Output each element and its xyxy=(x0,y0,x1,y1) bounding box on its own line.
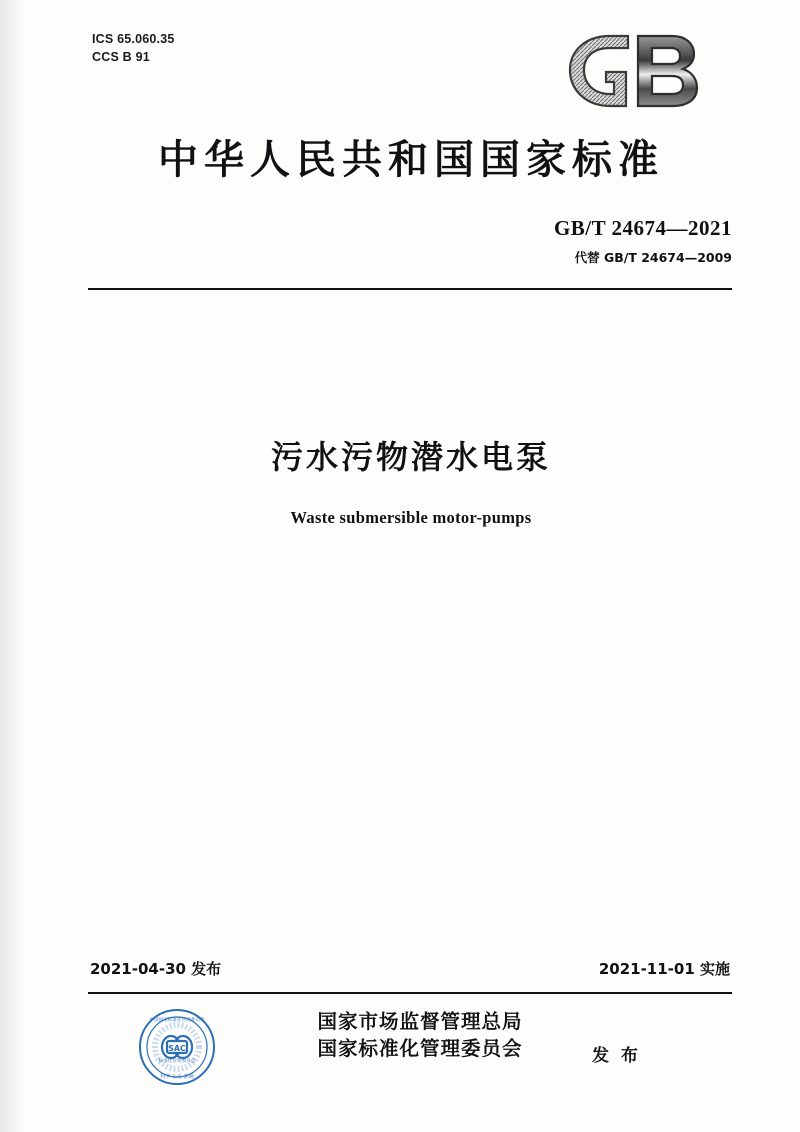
publisher-line-1: 国家市场监督管理总局 xyxy=(317,1010,523,1033)
issue-date: 2021-04-30 发布 xyxy=(90,960,222,978)
national-standard-title: 中华人民共和国国家标准 xyxy=(158,137,664,183)
svg-text:标准化管理委员会: 标准化管理委员会 xyxy=(158,1059,196,1064)
svg-text:科学 公正 准确: 科学 公正 准确 xyxy=(160,1074,194,1080)
classification-block xyxy=(92,30,175,66)
sac-emblem-icon xyxy=(138,1008,216,1086)
document-title-chinese: 污水污物潜水电泵 xyxy=(270,438,551,476)
svg-text:SAC: SAC xyxy=(168,1044,186,1053)
header-divider xyxy=(88,288,732,290)
ics-code: ICS 65.060.35 xyxy=(92,32,175,46)
standard-replaces: 代替 GB/T 24674—2009 xyxy=(574,250,732,265)
ccs-code: CCS B 91 xyxy=(92,50,150,65)
publish-word: 发 布 xyxy=(592,1046,641,1066)
publisher-block xyxy=(210,1008,630,1063)
standard-number: GB/T 24674—2021 xyxy=(553,216,732,240)
publisher-line-2: 国家标准化管理委员会 xyxy=(317,1037,523,1061)
gb-logo-icon xyxy=(552,22,732,118)
svg-text:中国国家标准化管理委员会: 中国国家标准化管理委员会 xyxy=(149,1018,205,1023)
effective-date: 2021-11-01 实施 xyxy=(598,960,730,978)
footer-divider xyxy=(88,992,732,994)
document-title-english: Waste submersible motor-pumps xyxy=(290,508,532,527)
page-sheet xyxy=(60,0,760,1132)
